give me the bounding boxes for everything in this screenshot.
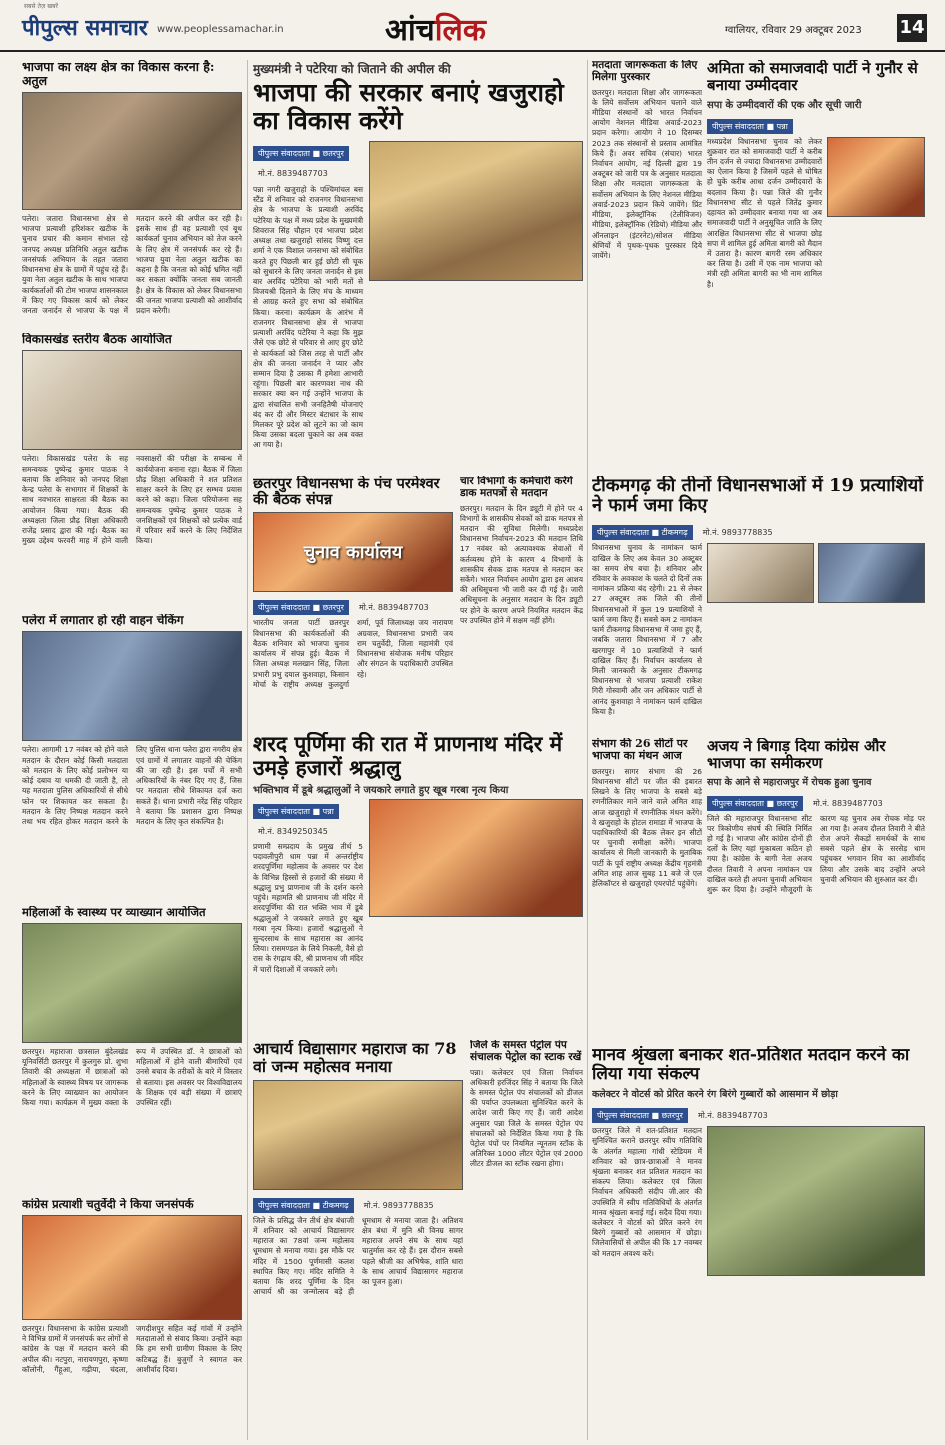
mobile-number: मो.नं. 8839487703 [697, 1111, 768, 1121]
article-body: विधानसभा चुनाव के नामांकन फार्म दाखिल के लिए अब केवल 30 अक्टूबर का समय शेष बचा है। शनिवार और रविवार के अवकाश के चलते दो दिनों तक नामांकन प्रक्रिया बंद रहेगी। 21 से लेकर 27 अक्टूबर तक जिले की तीनों विधानसभाओं में कुल 19 प्रत्याशियों ने फार्म जमा किए हैं। सबसे कम 2 नामांकन फार्म टीकमगढ़ विधानसभा में जमा हुए हैं, जबकि जतारा विधानसभा में 7 और खरगापुर में 10 प्रत्याशियों ने फार्म दाखिल किए हैं। निर्वाचन कार्यालय से मिली जानकारी के अनुसार टीकमगढ़ विधानसभा से भाजपा प्रत्याशी राकेश गिरी गोस्वामी और जन अधिकार पार्टी से आनंद कुशवाहा ने नामांकन फार्म दाखिल किया है। [592, 543, 702, 716]
headline: पलेरा में लगातार हो रही वाहन चेकिंग [22, 614, 184, 627]
article-acharya [253, 1040, 463, 1440]
article-body: प्रणामी सम्प्रदाय के प्रमुख तीर्थ 5 पदावलीपुरी धाम पन्ना में अन्तर्राष्ट्रीय शरदपूर्णिमा महोत्सव के अवसर पर देश के विभिन्न हिस्सों से हजारों की संख्या में श्रद्धालु प्रभु प्राणनाथ जी के दर्शन करने पहुंचे। महामति श्री प्राणनाथ जी मंदिर में शरदपूर्णिमा की रात भक्ति भाव में डूबे श्रद्धालुओं ने जयकारे लगाते हुए खूब गरबा नृत्य किया। हजारों श्रद्धालुओं ने सुन्दरसाथ के साथ महारास का आनंद लिया। रासमण्डल के लिये निकली, वैसे हो रास के रंगढ़ाय की, श्री प्राणनाथ जी मंदिर में चारों दिशाओं में जयकारे लगे। [253, 842, 363, 974]
section-title-part-a: आंच [385, 13, 435, 48]
section-title [385, 8, 486, 49]
nomination-photo-2 [818, 543, 925, 603]
mobile-number: मो.नं. 8839487703 [812, 798, 883, 808]
article-body: छतरपुर जिले में शत-प्रतिशत मतदान सुनिश्चित कराने छतरपुर स्वीप गतिविधि के अंतर्गत महात्मा गांधी स्टेडियम में शनिवार को छात्र-छात्राओं ने मानव श्रृंखला बनाकर शत प्रतिशत मतदान का संकल्प लिया। कलेक्टर एवं जिला निर्वाचन अधिकारी संदीप जी.आर की उपस्थिति में स्वीप गतिविधियों के अंतर्गत मानव श्रृंखला बनाई गई। सदैव दिया गया। कलेक्टर ने वोटर्स को प्रेरित करने रंग बिरंगे गुब्बारों को आसमान में छोड़ा। जिलेवासियों से अपील की कि 17 नवम्बर को मतदान अवश्य करें। [592, 1126, 702, 1258]
candidate-portrait [827, 137, 925, 217]
headline: शरद पूर्णिमा की रात में प्राणनाथ मंदिर में उमड़े हजारों श्रद्धालु [253, 732, 563, 780]
article-body: पलेरा। जतारा विधानसभा क्षेत्र से भाजपा प्रत्याशी हरिशंकर खटीक के चुनाव प्रचार की कमान संभाल रहे जनपद अध्यक्ष प्रतिनिधि अतुल खटीक जनसंपर्क अभियान के तहत जतारा विधानसभा क्षेत्र के ग्रामों में पहुंच रहे हैं। युवा नेता अतुल खटीक के साथ भाजपा कार्यकर्ताओं की टोम भाजपा शासनकाल में किए गए विकास कार्य को लेकर जनता जनार्दन से भाजपा के पक्ष में मतदान करने की अपील कर रही है। इसके साथ ही वह प्रत्याशी एवं बूथ कार्यकर्ता चुनाव अभियान को तेज करने के लिए क्षेत्र में जनसंपर्क कर रहे हैं। भाजपा युवा नेता अतुल खटीक का कहना है कि जनता को कोई भ्रमित नहीं कर सकता क्योंकि जनता सब जानती है। क्षेत्र के विकास को लेकर विधानसभा की जनता भाजपा प्रत्याशी को आशीर्वाद प्रदान करेगी। [22, 214, 242, 315]
subheadline: सपा के आने से महाराजपुर में रोचक हुआ चुनाव [707, 776, 872, 788]
article-body: जिले की महाराजपुर विधानसभा सीट पर त्रिकोणीय संघर्ष की स्थिति निर्मित हो गई है। भाजपा और कांग्रेस दोनों ही दलों के लिए यहां मुकाबला कठिन हो गया है। कांग्रेस के बागी नेता अजय दौलत तिवारी ने अपना नामांकन पत्र दाखिल करते ही अपना चुनावी अभियान शुरू कर दिया है। उन्होंने मौजूदगी के कारण यह चुनाव अब रोचक मोड़ पर आ गया है। अजय दौलत तिवारी ने बीते रोज अपने सैकड़ों समर्थकों के साथ सबसे पहले क्षेत्र के सरसेड़ धाम पहुंचकर भगवान शिव का आशीर्वाद लिया और उसके बाद उन्होंने अपने चुनावी अभियान की शुरुआत कर दी। [707, 813, 925, 895]
subheadline: कलेक्टर ने वोटर्स को प्रेरित करने रंग बिरंगे गुब्बारों को आसमान में छोड़ा [592, 1089, 838, 1101]
article-body: जिले के प्रसिद्ध जैन तीर्थ क्षेत्र बंधाजी में शनिवार को आचार्य विद्यासागर महाराज का 78वां जन्म महोत्सव धूमधाम से मनाया गया। इस मौके पर मंदिर में 1500 पूर्णमासी कलश स्थापित किए गए। मंदिर समिति ने बताया कि शरद पूर्णिमा के दिन आचार्य श्री का जन्मोत्सव बड़े ही धूमधाम से मनाया जाता है। अतिशय क्षेत्र बंधा में मुनि श्री विनम्र सागर महाराज अपने संघ के साथ यहां चातुर्मास कर रहे हैं। इस दौरान सबसे पहले श्रीजी का अभिषेक, शांति धारा के साथ आचार्य विद्यासागर महाराज का पूजन हुआ। [253, 1215, 463, 1297]
newspaper-logo: पीपुल्स समाचार [22, 15, 148, 41]
article-body: पन्ना। कलेक्टर एवं जिला निर्वाचन अधिकारी हरजिंदर सिंह ने बताया कि जिले के समस्त पेट्रोल पंप संचालकों को डीजल की पर्याप्त उपलब्धता सुनिश्चित करने के आदेश जारी किए गए हैं। जारी आदेश अनुसार पन्ना जिले के समस्त पेट्रोल पंप संचालकों को निर्देशित किया गया है कि पेट्रोल पंपों पर नियमित न्यूनतम स्टॉक के अतिरिक्त 1000 लीटर पेट्रोल एवं 2000 लीटर डीजल का स्टॉक रखना होगा। [470, 1067, 583, 1169]
article-body: छतरपुर। सागर संभाग की 26 विधानसभा सीटों पर जीत की इबारत लिखने के लिए भाजपा के सबसे बड़े रणनीतिकार माने जाने वाले अमित शाह आज खजुराहो में रणनीतिक मंथन करेंगे। वे खजुराहो के होटल रामाडा में भाजपा के पदाधिकारियों की बैठक लेकर इन सीटों पर चुनावी समीक्षा करेंगे। भाजपा कार्यालय से मिली जानकारी के मुताबिक पार्टी के पूर्व राष्ट्रीय अध्यक्ष केंद्रीय गृहमंत्री अमित शाह आज सुबह 11 बजे जे एल हेलिकॉप्टर से खजुराहो एयरपोर्ट पहुंचेंगे। [592, 766, 702, 889]
photo-row [707, 543, 925, 603]
byline: पीपुल्स संवाददाता ■ छतरपुर [707, 796, 803, 811]
page-number: 14 [897, 14, 927, 42]
section-title-part-b: लिक [434, 13, 486, 48]
election-office-photo [253, 512, 453, 592]
article-employee-postal-vote [460, 476, 583, 726]
article-sharad-purnima [253, 732, 583, 1037]
mobile-number: मो.नं. 9893778835 [363, 1200, 434, 1210]
masthead-tagline: सबसे तेज़ खबरें [24, 3, 59, 10]
article-body: छतरपुर। मतदाता शिक्षा और जागरूकता के लिये सर्वोत्तम अभियान चलाने वाले मीडिया संस्थानों को भारत निर्वाचन आयोग नेशनल मीडिया अवार्ड-2023 प्रदान करेगा। आयोग ने 10 दिसम्बर 2023 तक संस्थानों से प्रस्ताव आमंत्रित किये हैं। अवर सचिव (संचार) भारत निर्वाचन आयोग, नई दिल्ली द्वारा 19 अक्टूबर को जारी पत्र के अनुसार मतदाता शिक्षा और मतदाता जागरूकता के सर्वोत्तम अभियान के लिए नेशनल मीडिया अवार्ड-2023 प्रदान किये जायेंगे। प्रिंट मीडिया, इलेक्ट्रॉनिक (टेलीविजन) मीडिया, इलेक्ट्रॉनिक (रेडियो) मीडिया और ऑनलाइन (इंटरनेट)/सोशल मीडिया श्रेणियों में पृथक-पृथक पुरस्कार दिये जायेंगे। [592, 87, 702, 260]
nomination-photo-1 [707, 543, 814, 603]
website-link[interactable]: www.peoplessamachar.in [157, 24, 284, 35]
left-text [253, 141, 363, 450]
khajuraho-content [253, 141, 583, 450]
headline: भाजपा की सरकार बनाएं खजुराहो का विकास करेंगे [253, 78, 564, 135]
headline: चार विभागों के कर्मचारी करेंगे डाक मतपत्रों से मतदान [460, 476, 573, 499]
headline: आचार्य विद्यासागर महाराज का 78 वां जन्म महोत्सव मनाया [253, 1040, 457, 1076]
byline: पीपुल्स संवाददाता ■ टीकमगढ़ [253, 1198, 354, 1213]
mobile-number: मो.नं. 8349250345 [258, 827, 328, 837]
masthead [0, 0, 945, 52]
mobile-number: मो.नं. 8839487703 [358, 603, 429, 613]
cm-rally-photo [369, 141, 583, 281]
temple-crowd-photo [369, 799, 583, 917]
article-sambhag-26 [592, 738, 702, 1038]
headline: मतदाता जागरूकता के लिए मिलेगा पुरस्कार [592, 60, 698, 83]
article-body: मध्यप्रदेश विधानसभा चुनाव को लेकर शुक्रवार रात को समाजवादी पार्टी ने करीब तीन दर्जन से ज्यादा विधानसभा उम्मीदवारों का ऐलान किया है जिसमें पहले से घोषित हो चुके करीब आधा दर्जन उम्मीदवारों के बदलाव किया है। पन्ना जिले की गुनौर विधानसभा सीट से पहले जितेंद्र कुमार दहायत को उम्मीदवार बनाया गया था अब समाजवादी पार्टी ने अनुसूचित जाति के लिए आरक्षित विधानसभा सीट से भाजपा छोड़ सपा में शामिल हुई अमिता बागरी को मैदान में उतारा है। कारण बागरी रस्म अधिकार कर लिया है। उसी में एक नाम भाजपा को मंत्री रही अमिता बागरी का भी नाम शामिल है। [707, 136, 822, 289]
article-women-health [22, 906, 242, 1194]
tikamgarh-photos [707, 543, 925, 713]
article-body: छतरपुर। विधानसभा के कांग्रेस प्रत्याशी ने विभिन्न ग्रामों में जनसंपर्क कर लोगों से कांग्रेस के पक्ष में मतदान करने की अपील की। नटपुरा, नारायणपुरा, कृष्णा कॉलोनी, गैंहूआ, गढ़ीया, चंदला, जगदीशपुर सहित कई गांवों में उन्होंने मतदाताओं से संवाद किया। उन्होंने कहा कि हम सभी ग्रामीण विकास के लिए कटिबद्ध हैं। बुजुर्गों ने स्वागत कर आशीर्वाद दिया। [22, 1323, 242, 1374]
article-vehicle-check [22, 614, 242, 899]
mobile-number: मो.नं. 8839487703 [258, 169, 328, 178]
headline: कांग्रेस प्रत्याशी चतुर्वेदी ने किया जनसंपर्क [22, 1198, 194, 1211]
article-vikaskhand [22, 333, 242, 608]
column-divider [247, 60, 248, 1440]
article-body: पलेरा। आगामी 17 नवंबर को होने वाले मतदान के दौरान कोई किसी मतदाता को मतदान के लिए कोई प्रलोभन या कोई दबाव या धमकी दी जाती है, तो यह मतदाता पुलिस अधिकारियों से सीधे फोन पर शिकायत कर सकता है। मतदान के लिए निष्पक्ष मतदान करने तथा भय रहित होकर मतदान करने के लिए पुलिस थाना पलेरा द्वारा नगरीय क्षेत्र एवं ग्रामों में लगातार वाहनों की चेकिंग की जा रही है। इस पर्चों में सभी अधिकारियों के नंबर दिए गए हैं, जिस पर मतदाता सीधे शिकायत दर्ज करा सकते हैं। थाना प्रभारी नरेंद्र सिंह परिहार ने बताया कि प्रशासन द्वारा निष्पक्ष मतदान के लिए कृत संकल्पित है। [22, 745, 242, 826]
byline: पीपुल्स संवाददाता ■ छतरपुर [253, 146, 349, 161]
mobile-number: मो.नं. 9893778835 [702, 528, 773, 538]
headline: महिलाओं के स्वास्थ्य पर व्याख्यान आयोजित [22, 906, 206, 919]
headline: मानव श्रृंखला बनाकर शत-प्रतिशत मतदान करने का लिया गया संकल्प [592, 1046, 910, 1085]
article-manav-shrinkhla [592, 1046, 925, 1440]
article-body: छतरपुर। महाराजा छत्रसाल बुंदेलखंड यूनिवर्सिटी छतरपुर में कुलगुरु प्रो. शुभा तिवारी की अध्यक्षता में छात्राओं को महिलाओं के स्वास्थ्य विषय पर जागरूक करने के लिए व्याख्यान का आयोजन किया गया। कार्यक्रम में मुख्य वक्ता के रूप में उपस्थित डॉ. ने छात्राओं को महिलाओं में होने वाली बीमारियों एवं उनसे बचाव के तरीकों के बारे में विस्तार से बताया। इस अवसर पर विश्वविद्यालय के शिक्षक एवं बड़ी संख्या में छात्राएं उपस्थित रहीं। [22, 1046, 242, 1107]
human-chain-photo [707, 1126, 925, 1276]
jain-temple-photo [253, 1080, 463, 1190]
left-text [253, 799, 363, 1012]
byline: पीपुल्स संवाददाता ■ पन्ना [253, 804, 339, 819]
article-bjp-area [22, 60, 242, 315]
article-panch-parmeshwar [253, 476, 453, 726]
campaign-photo [22, 1215, 242, 1320]
byline: पीपुल्स संवाददाता ■ छतरपुर [253, 600, 349, 615]
headline: संभाग की 26 सीटों पर भाजपा का मंथन आज [592, 738, 688, 763]
headline: विकासखंड स्तरीय बैठक आयोजित [22, 333, 172, 346]
headline: टीकमगढ़ की तीनों विधानसभाओं में 19 प्रत्याशियों ने फार्म जमा किए [592, 476, 923, 517]
byline: पीपुल्स संवाददाता ■ टीकमगढ़ [592, 525, 693, 540]
byline: पीपुल्स संवाददाता ■ पन्ना [707, 119, 793, 134]
tikamgarh-content [592, 543, 925, 716]
article-khajuraho [253, 60, 583, 470]
byline: पीपुल्स संवाददाता ■ छतरपुर [592, 1108, 688, 1123]
article-voter-award [592, 60, 702, 470]
crowd-photo [22, 92, 242, 210]
article-tikamgarh [592, 476, 925, 731]
headline: जिले के समस्त पेट्रोल पंप संचालक पेट्रोल का स्टाक रखें [470, 1040, 582, 1063]
headline: छतरपुर विधानसभा के पंच परमेश्वर की बैठक संपन्न [253, 476, 440, 509]
police-check-photo [22, 631, 242, 741]
article-body: पन्ना नगरी खजुराहो के पश्चिमांचल बस स्टैंड में शनिवार को राजनगर विधानसभा क्षेत्र के भाजपा के प्रत्याशी अरविंद पटेरिया के पक्ष में मध्य प्रदेश के मुख्यमंत्री शिवराज सिंह चौहान एवं भाजपा प्रदेश अध्यक्ष तथा खजुराहो सांसद विष्णु दत्त शर्मा ने एक विशाल जनसभा को संबोधित करते हुए पिछली बार हुई छोटी सी चूक को सुधारने के लिए जनता जनार्दन से इस बार अरविंद पटेरिया को भारी मतों से विजयश्री दिलाने के लिए मंच के माध्यम से आग्रह करते हुए सभा को संबोधित किया। करना। कार्यक्रम के आरंभ में राजनगर विधानसभा क्षेत्र से भाजपा प्रत्याशी अरविंद पटेरिया ने कहा कि मुझ जैसे एक छोटे से परिवार से आए हुए छोटे से कार्यकर्ता को जिस तरह से पार्टी और क्षेत्र की जनता जनार्दन ने प्यार और सम्मान दिया है उसका मैं हमेशा आभारी रहूंगा। पिछली बार कारणवश नाथ की सरकार क्या बन गई उन्होंने भाजपा के द्वारा संचालित सभी जनहितैषी योजनाएं बंद कर दी और मिस्टर बंटाधार के साथ मिलकर पूरे प्रदेश को लूटने का जो काम किया उसका बदला चुकाने का अब वक्त आ गया है। [253, 185, 363, 450]
manav-content [592, 1126, 925, 1371]
kicker: मुख्यमंत्री ने पटेरिया को जिताने की अपील की [253, 62, 451, 76]
lecture-photo [22, 923, 242, 1043]
article-body: पलेरा। विकासखंड पलेरा के सह समन्वयक पुष्पेन्द्र कुमार पाठक ने बताया कि शनिवार को जनपद शिक्षा केन्द्र पलेरा के सभागार में शिक्षकों के साथ नवभारत साक्षरता की बैठक का आयोजन किया गया। बैठक की अध्यक्षता जिला प्रौढ़ शिक्षा अधिकारी राजेंद्र प्रसाद द्वारा की गई। बैठक का मुख्य उद्देश्य फरवरी माह में होने वाली नवसाक्षरों की परीक्षा के सम्बन्ध में कार्ययोजना बनाना रहा। बैठक में जिला प्रौढ़ शिक्षा अधिकारी ने शत प्रतिशत साक्षर करने के लिए हर सम्भव प्रयास करने को कहा। जिला परियोजना सह समन्वयक पुष्पेन्द्र कुमार पाठक ने जनशिक्षकों एवं शिक्षकों को प्रत्येक वार्ड में परिवार सर्वे करने के लिए निर्देशित किया। [22, 454, 242, 546]
dateline: ग्वालियर, रविवार 29 अक्टूबर 2023 [725, 25, 862, 36]
subheadline: सपा के उम्मीदवारों की एक और सूची जारी [707, 99, 862, 111]
headline: अमिता को समाजवादी पार्टी ने गुनौर से बनाया उम्मीदवार [707, 60, 918, 94]
headline: भाजपा का लक्ष्य क्षेत्र का विकास करना है: अतुल [22, 60, 215, 88]
article-body: भारतीय जनता पार्टी छतरपुर विधानसभा की कार्यकर्ताओं की बैठक शनिवार को भाजपा चुनाव कार्यालय में संपन्न हुई। बैठक में जिला अध्यक्ष मलखान सिंह, जिला प्रभारी प्रभु दयाल कुशवाहा, किसान मोर्चा के राष्ट्रीय अध्यक्ष कुलदुर्गा शर्मा, पूर्व जिलाध्यक्ष जय नारायण अग्रवाल, विधानसभा प्रभारी जय राम चतुर्वेदी, जिला महामंत्री एवं विधानसभा संयोजक मनीष परिहार और संगठन के पदाधिकारी उपस्थित रहे। [253, 618, 453, 689]
sharad-content [253, 799, 583, 1012]
meeting-photo [22, 350, 242, 450]
headline: अजय ने बिगाड़ दिया कांग्रेस और भाजपा का समीकरण [707, 738, 886, 772]
subheadline: भक्तिभाव में डूबे श्रद्धालुओं ने जयकारे लगाते हुए खूब गरबा नृत्य किया [253, 785, 509, 797]
article-amita-sp [707, 60, 925, 470]
article-body: छतरपुर। मतदान के दिन ड्यूटी में होने पर 4 विभागों के शासकीय सेवकों को डाक मतपत्र से मतदान की सुविधा मिलेगी। मध्यप्रदेश विधानसभा निर्वाचन-2023 की मतदान तिथि 17 नवंबर को अत्यावश्यक सेवाओं में कर्तव्यस्थ होने के कारण 4 विभागों के शासकीय सेवक डाक मतपत्र से मतदान कर सकेंगे। भारत निर्वाचन आयोग द्वारा इस आशय की अधिसूचना भी जारी कर दी गई है। जारी अधिसूचना के अनुसार मतदान के दिन ड्यूटी पर होने के कारण अपने नियमित मतदान केंद्र पर उपस्थित होने में सक्षम नहीं होंगे। [460, 503, 583, 625]
column-divider [587, 60, 588, 1440]
article-ajay-congress [707, 738, 925, 1038]
article-petrol-pump [470, 1040, 583, 1440]
article-congress-chaturvedi [22, 1198, 242, 1438]
banner-text: चुनाव कार्यालय [303, 542, 403, 564]
amita-content [707, 137, 925, 427]
